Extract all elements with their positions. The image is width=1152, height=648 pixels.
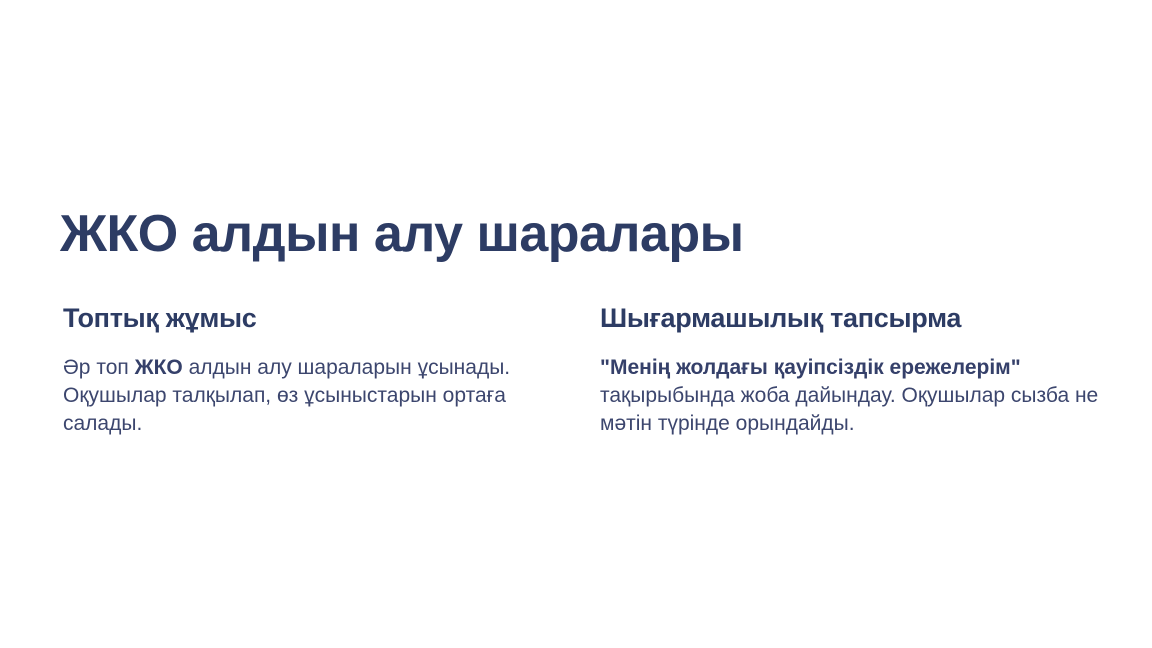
page-title: ЖКО алдын алу шаралары (60, 205, 744, 263)
right-body-line-3: мәтін түрінде орындайды. (600, 412, 855, 435)
left-body-line-2: Оқушылар талқылап, өз ұсыныстарын ортаға (63, 384, 506, 407)
left-body-line-1 (63, 354, 543, 382)
left-column-heading: Топтық жұмыс (63, 303, 257, 333)
right-body-line-1-bold: "Менің жолдағы қауіпсіздік ережелерім" (600, 356, 1021, 379)
left-column-body (63, 354, 543, 438)
right-body-line-1 (600, 354, 1105, 382)
left-column (63, 302, 543, 438)
right-column (600, 302, 1105, 438)
left-body-line-1-post: алдын алу шараларын ұсынады. (182, 356, 511, 379)
left-body-line-1-bold: ЖКО (134, 356, 183, 379)
right-column-heading: Шығармашылық тапсырма (600, 303, 962, 333)
right-body-line-2: тақырыбында жоба дайындау. Оқушылар сызба не (600, 384, 1099, 407)
left-body-line-3: салады. (63, 412, 143, 435)
right-column-body (600, 354, 1105, 438)
left-body-line-1-pre: Әр топ (63, 356, 135, 379)
